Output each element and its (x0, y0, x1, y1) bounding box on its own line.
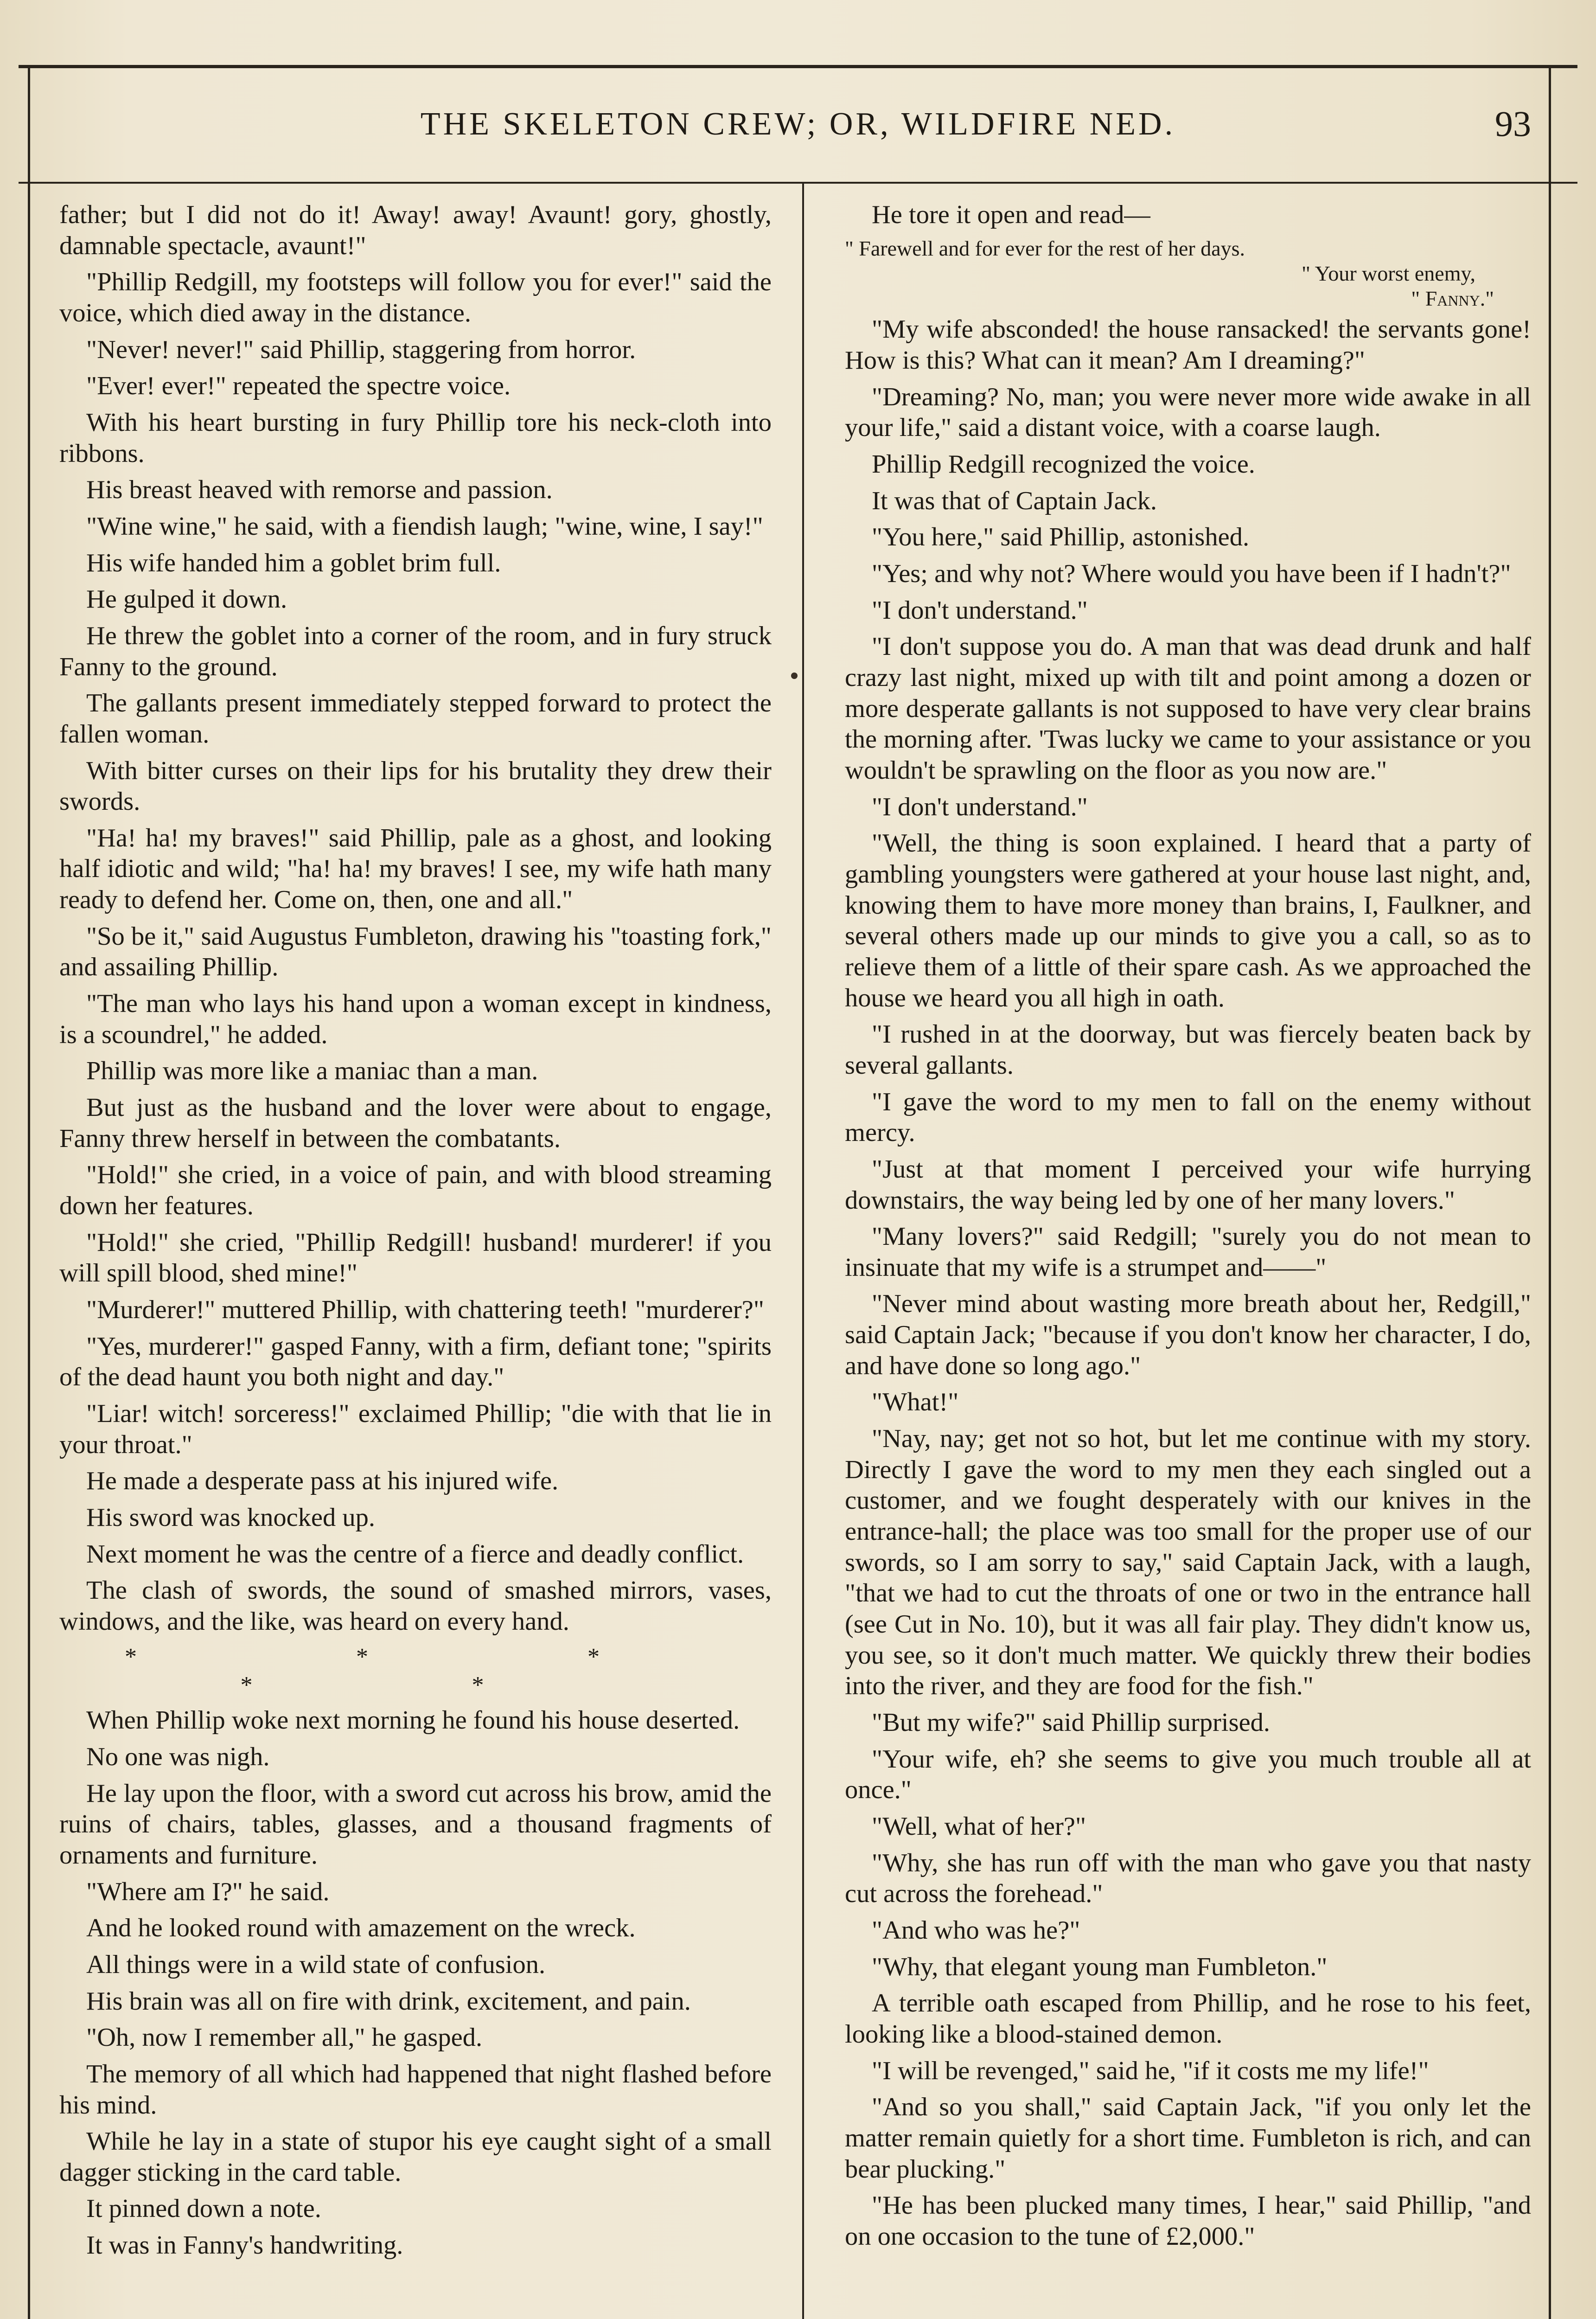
paragraph: "My wife absconded! the house ransacked! the servants gone! How is this? What can it mean? Am I dreaming?" (845, 315, 1531, 375)
paragraph: "Ever! ever!" repeated the spectre voice. (86, 372, 511, 401)
paragraph: "But my wife?" said Phillip surprised. (872, 1708, 1270, 1737)
paragraph: But just as the husband and the lover were about to engage, Fanny threw herself in between the combatants. (59, 1093, 772, 1153)
paragraph: It was that of Captain Jack. (872, 486, 1157, 515)
paragraph: "Murderer!" muttered Phillip, with chattering teeth! "murderer?" (86, 1295, 764, 1324)
paragraph: "Never mind about wasting more breath about her, Redgill," said Captain Jack; "because if you don't know her character, I do, and have done so long ago." (845, 1289, 1531, 1380)
paragraph: "Why, she has run off with the man who gave you that nasty cut across the forehead." (845, 1848, 1531, 1909)
paragraph: "What!" (872, 1388, 959, 1417)
paragraph: His wife handed him a goblet brim full. (86, 548, 501, 577)
paragraph: "Where am I?" he said. (86, 1877, 330, 1906)
section-break: * * * * * (125, 1643, 706, 1698)
left-column (59, 199, 772, 2267)
note-closing: " Your worst enemy, (1302, 261, 1475, 285)
paragraph: "And so you shall," said Captain Jack, "if you only let the matter remain quietly for a short time. Fumbleton is rich, and can bear plucking." (845, 2093, 1531, 2184)
paragraph: "Wine wine," he said, with a fiendish laugh; "wine, wine, I say!" (86, 512, 763, 541)
paragraph: "I don't suppose you do. A man that was dead drunk and half crazy last night, mixed up with tilt and point among a dozen or more desperate gallants is not supposed to have very clear brains the morning after. 'Twas lucky we came to your assistance or you wouldn't be sprawling on the floor as you now are." (845, 632, 1531, 785)
top-rule (19, 65, 1577, 68)
paragraph: He lay upon the floor, with a sword cut across his brow, amid the ruins of chairs, tables, glasses, and a thousand fragments of ornaments and furniture. (59, 1779, 772, 1870)
column-divider (802, 184, 804, 2319)
paragraph: "Phillip Redgill, my footsteps will follow you for ever!" said the voice, which died away in the distance. (59, 268, 772, 327)
paragraph: "Many lovers?" said Redgill; "surely you do not mean to insinuate that my wife is a strumpet and——" (845, 1222, 1531, 1282)
paragraph: "Hold!" she cried, in a voice of pain, and with blood streaming down her features. (59, 1160, 772, 1221)
paragraph: All things were in a wild state of confusion. (86, 1950, 546, 1979)
paragraph: And he looked round with amazement on the wreck. (86, 1914, 636, 1943)
paragraph: It pinned down a note. (86, 2194, 321, 2223)
paragraph: Phillip was more like a maniac than a man. (86, 1057, 538, 1086)
note-line: " Farewell and for ever for the rest of her days. (845, 236, 1245, 260)
paragraph: "Oh, now I remember all," he gasped. (86, 2023, 483, 2052)
right-column (845, 199, 1531, 2258)
paragraph: "I don't understand." (872, 596, 1088, 625)
paragraph: "He has been plucked many times, I hear," said Phillip, "and on one occasion to the tune of £2,000." (845, 2191, 1531, 2251)
paragraph: "Well, the thing is soon explained. I heard that a party of gambling youngsters were gathered at your house last night, and, knowing them to have more money than brains, I, Faulkner, and several others made up our minds to give you a call, so as to relieve them of a little of their spare cash. As we approached the house we heard you all high in oath. (845, 829, 1531, 1012)
paragraph: The clash of swords, the sound of smashed mirrors, vases, windows, and the like, was heard on every hand. (59, 1576, 772, 1636)
paragraph: "Just at that moment I perceived your wife hurrying downstairs, the way being led by one of her many lovers." (845, 1154, 1531, 1215)
paragraph: "I will be revenged," said he, "if it costs me my life!" (872, 2056, 1429, 2085)
paragraph: "Hold!" she cried, "Phillip Redgill! husband! murderer! if you will spill blood, shed mine!" (59, 1228, 772, 1288)
paragraph: "Why, that elegant young man Fumbleton." (872, 1952, 1328, 1981)
paragraph: father; but I did not do it! Away! away! Avaunt! gory, ghostly, damnable spectacle, avaunt!" (59, 200, 772, 260)
paragraph: His breast heaved with remorse and passion. (86, 475, 553, 505)
paragraph: "And who was he?" (872, 1915, 1080, 1945)
paragraph: His brain was all on fire with drink, excitement, and pain. (86, 1986, 691, 2016)
note-signature: " Fanny." (1411, 287, 1494, 311)
header-rule (19, 182, 1577, 184)
paragraph: While he lay in a state of stupor his eye caught sight of a small dagger sticking in the card table. (59, 2127, 772, 2187)
paragraph: He made a desperate pass at his injured wife. (86, 1467, 559, 1496)
page-number: 93 (1495, 103, 1531, 144)
paragraph: "Never! never!" said Phillip, staggering from horror. (86, 335, 636, 364)
paragraph: "Yes, murderer!" gasped Fanny, with a firm, defiant tone; "spirits of the dead haunt you both night and day." (59, 1332, 772, 1392)
paragraph: Next moment he was the centre of a fierce and deadly conflict. (86, 1539, 744, 1569)
paragraph: "Nay, nay; get not so hot, but let me continue with my story. Directly I gave the word to my men they each singled out a customer, and we fought desperately with our knives in the entrance-hall; the place was too small for the proper use of our swords, so I am sorry to say," said Captain Jack, with a laugh, "that we had to cut the throats of one or two in the entrance hall (see Cut in No. 10), but it was all fair play. They didn't know us, you see, so it don't much matter. We quickly threw their bodies into the river, and they are food for the fish." (845, 1424, 1531, 1701)
right-paragraphs (845, 314, 1531, 2252)
ink-speck (791, 673, 798, 679)
paragraph: "Your wife, eh? she seems to give you much trouble all at once." (845, 1744, 1531, 1805)
paragraph: "I rushed in at the doorway, but was fiercely beaten back by several gallants. (845, 1020, 1531, 1080)
left-border (28, 65, 30, 2319)
paragraph: He tore it open and read— (872, 200, 1150, 229)
paragraph: When Phillip woke next morning he found his house deserted. (86, 1706, 740, 1735)
paragraph: The gallants present immediately stepped forward to protect the fallen woman. (59, 689, 772, 749)
paragraph: "I gave the word to my men to fall on the enemy without mercy. (845, 1087, 1531, 1147)
right-border (1549, 65, 1551, 2319)
paragraph: "I don't understand." (872, 792, 1088, 821)
paragraph: "Liar! witch! sorceress!" exclaimed Phillip; "die with that lie in your throat." (59, 1399, 772, 1459)
paragraph: No one was nigh. (86, 1742, 270, 1771)
paragraph: "Dreaming? No, man; you were never more wide awake in all your life," said a distant voice, with a coarse laugh. (845, 382, 1531, 442)
paragraph: With bitter curses on their lips for his brutality they drew their swords. (59, 756, 772, 816)
paragraph: "Well, what of her?" (872, 1812, 1086, 1841)
paragraph: It was in Fanny's handwriting. (86, 2231, 403, 2260)
paragraph: A terrible oath escaped from Phillip, and he rose to his feet, looking like a blood-stained demon. (845, 1989, 1531, 2049)
paragraph: He gulped it down. (86, 585, 287, 614)
paragraph: "You here," said Phillip, astonished. (872, 523, 1250, 552)
paragraph: With his heart bursting in fury Phillip tore his neck-cloth into ribbons. (59, 408, 772, 468)
running-title: THE SKELETON CREW; OR, WILDFIRE NED. (420, 106, 1176, 142)
paragraph: "The man who lays his hand upon a woman except in kindness, is a scoundrel," he added. (59, 989, 772, 1049)
paragraph: His sword was knocked up. (86, 1503, 375, 1532)
paragraph: "Yes; and why not? Where would you have been if I hadn't?" (872, 559, 1511, 589)
note-text (845, 236, 1531, 312)
paragraph: "Ha! ha! my braves!" said Phillip, pale as a ghost, and looking half idiotic and wild; "ha! ha! my braves! I see, my wife hath many ready to defend her. Come on, then, one and all." (59, 823, 772, 915)
paragraph: "So be it," said Augustus Fumbleton, drawing his "toasting fork," and assailing Phillip. (59, 922, 772, 982)
paragraph: Phillip Redgill recognized the voice. (872, 450, 1255, 479)
paragraph: He threw the goblet into a corner of the room, and in fury struck Fanny to the ground. (59, 621, 772, 681)
paragraph: The memory of all which had happened that night flashed before his mind. (59, 2059, 772, 2120)
